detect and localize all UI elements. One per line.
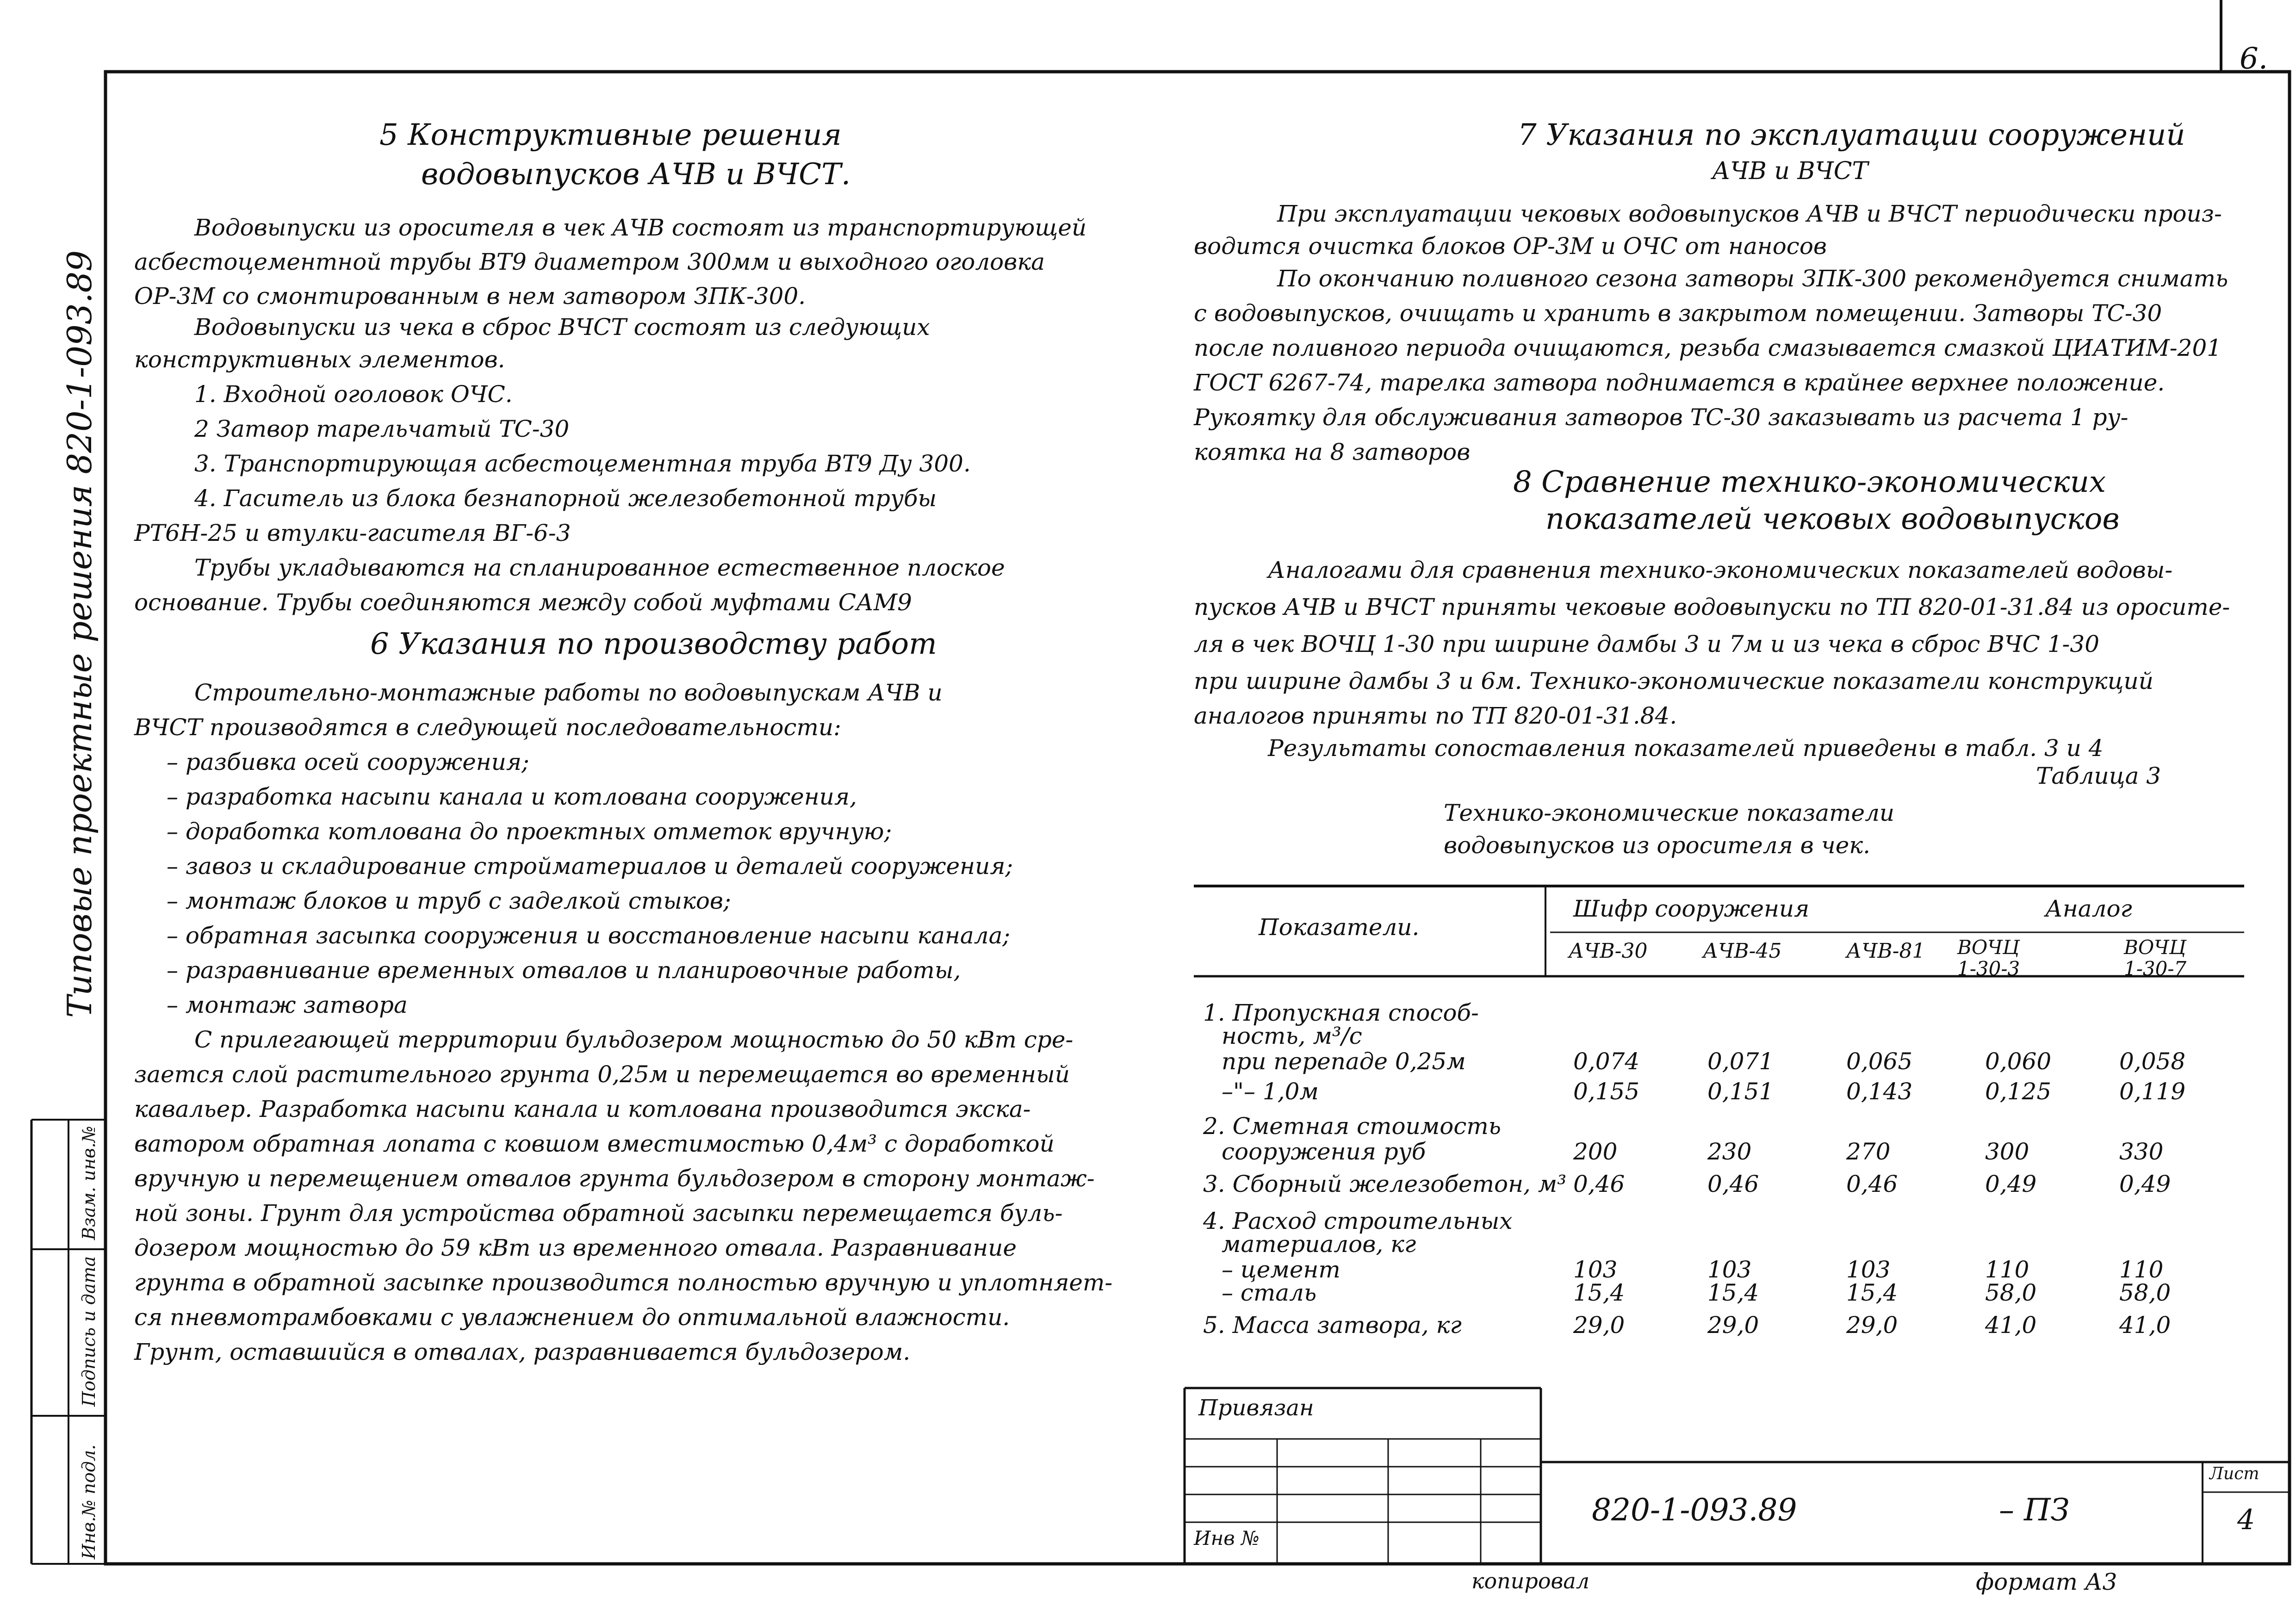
table-cell: 15,4 [1846, 1279, 1898, 1306]
sec6-para: ной зоны. Грунт для устройства обратной засыпки перемещается буль- [134, 1200, 1063, 1227]
sec7-line: после поливного периода очищаются, резьба смазывается смазкой ЦИАТИМ-201 [1194, 335, 2222, 361]
table-cell: 29,0 [1846, 1312, 1898, 1339]
section7-title-2: АЧВ и ВЧСТ [1712, 157, 1868, 185]
sec5-line: 4. Гаситель из блока безнапорной железобетонной трубы [194, 485, 937, 512]
table-cell: 230 [1707, 1138, 1752, 1165]
sheet-number: 4 [2237, 1504, 2255, 1536]
section5-title-1: 5 Конструктивные решения [379, 118, 842, 152]
sec6-item: – разбивка осей сооружения; [167, 749, 529, 775]
sec6-item: – разравнивание временных отвалов и планировочные работы, [167, 957, 961, 984]
table-cell: 0,49 [2119, 1171, 2171, 1197]
table-cell: 270 [1846, 1138, 1891, 1165]
table-cell: 200 [1573, 1138, 1618, 1165]
copied-label: копировал [1471, 1568, 1590, 1593]
table-cell: 58,0 [2119, 1279, 2171, 1306]
table-row-label: 5. Масса затвора, кг [1203, 1312, 1462, 1339]
table-label: Таблица 3 [2036, 762, 2161, 789]
table-row-label: 4. Расход строительных [1203, 1208, 1513, 1234]
section6-title: 6 Указания по производству работ [370, 627, 937, 661]
sec7-line: При эксплуатации чековых водовыпусков АЧВ и ВЧСТ периодически произ- [1277, 200, 2222, 227]
table-cell: 300 [1985, 1138, 2029, 1165]
section8-title-2: показателей чековых водовыпусков [1545, 502, 2120, 536]
sec6-item: – завоз и складирование стройматериалов и деталей сооружения; [167, 853, 1013, 880]
th-code: Шифр сооружения [1573, 895, 1810, 922]
table-cell: 41,0 [1985, 1312, 2037, 1339]
sheet-label: Лист [2209, 1464, 2259, 1483]
stamp-replace-label: Взам. инв.№ [79, 1126, 99, 1240]
th-col: ВОЧЦ 1-30-3 [1957, 936, 2020, 980]
sec8-line: аналогов приняты по ТП 820-01-31.84. [1194, 702, 1677, 729]
sec5-line: 1. Входной оголовок ОЧС. [194, 381, 513, 408]
sec6-item: – обратная засыпка сооружения и восстановление насыпи канала; [167, 922, 1011, 949]
table-cell: 0,071 [1707, 1048, 1774, 1075]
th-indicator: Показатели. [1259, 914, 1420, 941]
table-cell: 29,0 [1573, 1312, 1625, 1339]
table-caption: Технико-экономические показатели [1444, 800, 1895, 826]
table-row-label: –"– 1,0м [1222, 1078, 1319, 1105]
sec7-line: с водовыпусков, очищать и хранить в закрытом помещении. Затворы ТС-30 [1194, 300, 2162, 327]
sec8-line: пусков АЧВ и ВЧСТ приняты чековые водовыпуски по ТП 820-01-31.84 из оросите- [1194, 594, 2230, 620]
table-cell: 110 [2119, 1256, 2164, 1283]
section7-title-1: 7 Указания по эксплуатации сооружений [1518, 118, 2185, 152]
sec7-line: ГОСТ 6267-74, тарелка затвора поднимается в крайнее верхнее положение. [1194, 369, 2165, 396]
sec6-intro: Строительно-монтажные работы по водовыпускам АЧВ и [194, 679, 943, 706]
sec7-line: Рукоятку для обслуживания затворов ТС-30 заказывать из расчета 1 ру- [1194, 404, 2128, 431]
table-cell: 330 [2119, 1138, 2164, 1165]
format-label: формат А3 [1976, 1568, 2117, 1595]
sec5-line: 3. Транспортирующая асбестоцементная труба ВТ9 Ду 300. [194, 450, 971, 477]
table-cell: 0,46 [1846, 1171, 1898, 1197]
sec6-para: грунта в обратной засыпке производится полностью вручную и уплотняет- [134, 1269, 1113, 1296]
table-cell: 0,143 [1846, 1078, 1913, 1105]
sec5-line: ОР-3М со смонтированным в нем затвором ЗПК-300. [134, 283, 806, 310]
section5-title-2: водовыпусков АЧВ и ВЧСТ. [421, 157, 851, 192]
sec8-line: ля в чек ВОЧЦ 1-30 при ширине дамбы 3 и 7м и из чека в сброс ВЧС 1-30 [1194, 631, 2100, 657]
table-cell: 103 [1846, 1256, 1891, 1283]
table-cell: 0,125 [1985, 1078, 2052, 1105]
sec5-line: асбестоцементной трубы ВТ9 диаметром 300мм и выходного оголовка [134, 248, 1045, 275]
table-cell: 15,4 [1573, 1279, 1625, 1306]
table-row-label: сооружения руб [1222, 1138, 1426, 1165]
table-cell: 0,46 [1573, 1171, 1625, 1197]
sec6-item: – монтаж затвора [167, 992, 408, 1018]
table-cell: 41,0 [2119, 1312, 2171, 1339]
sec8-line: Результаты сопоставления показателей приведены в табл. 3 и 4 [1268, 735, 2104, 762]
series-title: Типовые проектные решения 820-1-093.89 [60, 250, 99, 1018]
table-cell: 0,065 [1846, 1048, 1913, 1075]
table-cell: 58,0 [1985, 1279, 2037, 1306]
sec5-line: 2 Затвор тарельчатый ТС-30 [194, 415, 570, 442]
table-cell: 0,151 [1707, 1078, 1774, 1105]
sec6-para: Грунт, оставшийся в отвалах, разравнивается бульдозером. [134, 1339, 911, 1365]
table-row-label: – сталь [1222, 1279, 1317, 1306]
sec5-line: конструктивных элементов. [134, 346, 505, 373]
table-cell: 103 [1707, 1256, 1752, 1283]
sec5-line: РТ6Н-25 и втулки-гасителя ВГ-6-3 [134, 520, 571, 546]
sec6-para: зается слой растительного грунта 0,25м и перемещается во временный [134, 1061, 1070, 1088]
inv-label: Инв № [1194, 1527, 1260, 1550]
table-row-label: ность, м³/с [1222, 1023, 1362, 1049]
sec5-line: Трубы укладываются на спланированное естественное плоское [194, 554, 1005, 581]
section8-title-1: 8 Сравнение технико-экономических [1513, 465, 2106, 499]
sec8-line: Аналогами для сравнения технико-экономических показателей водовы- [1268, 557, 2173, 583]
sec5-line: Водовыпуски из чека в сброс ВЧСТ состоят из следующих [194, 314, 930, 341]
table-row-label: – цемент [1222, 1256, 1340, 1283]
sec6-intro: ВЧСТ производятся в следующей последовательности: [134, 714, 841, 741]
th-analog: Аналог [2045, 895, 2132, 922]
sec6-para: дозером мощностью до 59 кВт из временного отвала. Разравнивание [134, 1234, 1017, 1261]
corner-label: 6. [2240, 42, 2268, 76]
table-cell: 29,0 [1707, 1312, 1759, 1339]
table-cell: 0,060 [1985, 1048, 2052, 1075]
table-cell: 0,155 [1573, 1078, 1640, 1105]
sec8-line: при ширине дамбы 3 и 6м. Технико-экономические показатели конструкций [1194, 668, 2153, 694]
sec6-item: – разработка насыпи канала и котлована сооружения, [167, 783, 857, 810]
sheet-code: – ПЗ [1999, 1492, 2070, 1528]
table-cell: 0,074 [1573, 1048, 1640, 1075]
bound-label: Привязан [1198, 1395, 1314, 1421]
table-cell: 0,49 [1985, 1171, 2037, 1197]
table-row-label: 3. Сборный железобетон, м³ [1203, 1171, 1567, 1197]
stamp-sign-label: Подпись и дата [79, 1256, 99, 1407]
table-caption: водовыпусков из оросителя в чек. [1444, 832, 1871, 859]
sec6-item: – монтаж блоков и труб с заделкой стыков; [167, 887, 731, 914]
table-cell: 0,058 [2119, 1048, 2186, 1075]
sec7-line: коятка на 8 затворов [1194, 439, 1471, 465]
sec6-para: кавальер. Разработка насыпи канала и котлована производится экска- [134, 1096, 1031, 1122]
table-cell: 110 [1985, 1256, 2029, 1283]
sec7-line: По окончанию поливного сезона затворы ЗПК-300 рекомендуется снимать [1277, 265, 2228, 292]
table-cell: 0,46 [1707, 1171, 1759, 1197]
sec6-item: – доработка котлована до проектных отметок вручную; [167, 818, 892, 845]
sec6-para: С прилегающей территории бульдозером мощностью до 50 кВт сре- [194, 1026, 1074, 1053]
table-row-label: 2. Сметная стоимость [1203, 1113, 1501, 1140]
table-row-label: 1. Пропускная способ- [1203, 999, 1479, 1026]
sec5-line: Водовыпуски из оросителя в чек АЧВ состоят из транспортирующей [194, 214, 1087, 241]
sec6-para: ватором обратная лопата с ковшом вместимостью 0,4м³ с доработкой [134, 1130, 1055, 1157]
doc-code: 820-1-093.89 [1592, 1492, 1797, 1528]
sec6-para: вручную и перемещением отвалов грунта бульдозером в сторону монтаж- [134, 1165, 1095, 1192]
sec6-para: ся пневмотрамбовками с увлажнением до оптимальной влажности. [134, 1304, 1010, 1331]
table-cell: 15,4 [1707, 1279, 1759, 1306]
table-row-label: материалов, кг [1222, 1231, 1416, 1258]
stamp-inv-label: Инв.№ подл. [79, 1444, 99, 1559]
th-col: АЧВ-45 [1703, 939, 1782, 963]
th-col: АЧВ-81 [1846, 939, 1925, 963]
th-col: АЧВ-30 [1569, 939, 1648, 963]
table-cell: 0,119 [2119, 1078, 2186, 1105]
table-row-label: при перепаде 0,25м [1222, 1048, 1466, 1075]
sec7-line: водится очистка блоков ОР-3М и ОЧС от наносов [1194, 233, 1827, 260]
sec5-line: основание. Трубы соединяются между собой муфтами САМ9 [134, 589, 912, 616]
table-cell: 103 [1573, 1256, 1618, 1283]
th-col: ВОЧЦ 1-30-7 [2124, 936, 2187, 980]
